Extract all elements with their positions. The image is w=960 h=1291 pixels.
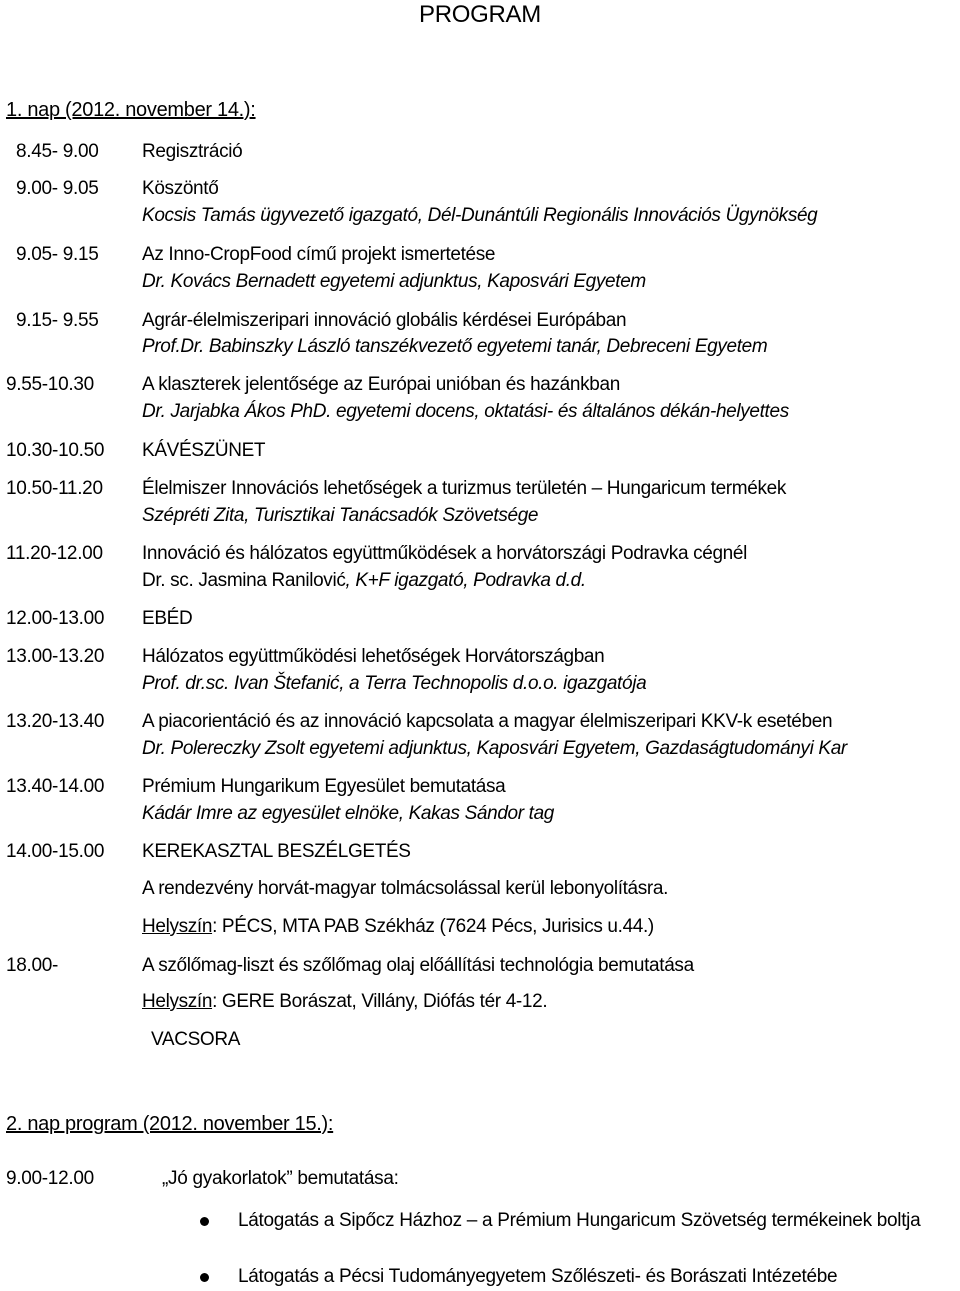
interpretation-note: A rendezvény horvát-magyar tolmácsolással kerül lebonyolításra. [142,878,669,899]
schedule-time: 13.40-14.00 [6,776,105,797]
list-item [238,1263,938,1290]
schedule-title: Köszöntő [142,178,219,199]
schedule-title: EBÉD [142,608,193,629]
speaker-name: Prof.Dr. Babinszky László [142,336,351,357]
schedule-time: 11.20-12.00 [6,543,103,564]
speaker-name: Kádár Imre [142,803,233,824]
day1-heading: 1. nap (2012. november 14.): [6,99,256,121]
speaker-name: Prof. dr.sc. Ivan Štefanić [142,673,340,694]
speaker-name: Kakas Sándor [408,803,524,824]
schedule-time: 18.00- [6,955,59,976]
speaker-role: tanszékvezető egyetemi tanár, Debreceni Egyetem [350,336,768,357]
day2-heading: 2. nap program (2012. november 15.): [6,1113,334,1135]
schedule-time: 10.50-11.20 [6,478,103,499]
schedule-time: 10.30-10.50 [6,440,105,461]
speaker-name: Dr. Polereczky Zsolt [142,738,305,759]
schedule-time: 13.20-13.40 [6,711,105,732]
schedule-speaker [142,802,554,826]
speaker-role: egyetemi adjunktus, Kaposvári Egyetem, Gazdaságtudományi Kar [304,738,847,759]
speaker-role: ügyvezető igazgató, Dél-Dunántúli Regionális Innovációs Ügynökség [255,205,818,226]
list-item [238,1207,938,1234]
schedule-speaker [142,400,789,424]
speaker-role: , K+F igazgató, Podravka d.d. [345,570,586,591]
schedule-title: „Jó gyakorlatok” bemutatása: [162,1168,399,1189]
speaker-role: az egyesület elnöke, [232,803,409,824]
schedule-title: A szőlőmag-liszt és szőlőmag olaj előállítási technológia bemutatása [142,955,694,976]
schedule-title: Az Inno-CropFood című projekt ismertetése [142,244,496,265]
schedule-title: Élelmiszer Innovációs lehetőségek a turizmus területén – Hungaricum termékek [142,478,786,499]
schedule-title: A klaszterek jelentősége az Európai unióban és hazánkban [142,374,620,395]
list-item-bold: Látogatás a Pécsi Tudományegyetem Szőlészeti- és Borászati Intézetébe [238,1266,838,1287]
speaker-name: Szépréti Zita [142,505,245,526]
schedule-title: Innováció és hálózatos együttműködések a horvátországi Podravka cégnél [142,543,747,564]
speaker-name: Dr. Jarjabka Ákos PhD [142,401,327,422]
schedule-speaker [142,504,538,528]
venue-label: Helyszín [142,916,213,937]
schedule-time: 12.00-13.00 [6,608,105,629]
venue-label: Helyszín [142,991,213,1012]
schedule-speaker [142,204,817,228]
schedule-time: 9.00- 9.05 [16,178,99,199]
schedule-speaker [142,672,646,696]
schedule-speaker [142,569,586,593]
page-title: PROGRAM [419,1,541,28]
venue-text: : PÉCS, MTA PAB Székház (7624 Pécs, Jurisics u.44.) [212,916,654,937]
schedule-speaker [142,737,847,761]
speaker-name: Dr. sc. Jasmina Ranilović [142,570,346,591]
schedule-title: KÁVÉSZÜNET [142,440,266,461]
speaker-role: egyetemi adjunktus, Kaposvári Egyetem [314,271,646,292]
schedule-time: 8.45- 9.00 [16,141,99,162]
schedule-time: 14.00-15.00 [6,841,105,862]
schedule-time: 9.00-12.00 [6,1168,94,1189]
schedule-title: Hálózatos együttműködési lehetőségek Horvátországban [142,646,605,667]
schedule-time: 9.05- 9.15 [16,244,99,265]
schedule-time: 9.15- 9.55 [16,310,99,331]
schedule-title: A piacorientáció és az innováció kapcsolata a magyar élelmiszeripari KKV-k esetében [142,711,833,732]
speaker-name: Dr. Kovács Bernadett [142,271,315,292]
list-item-bold: Látogatás a Sipőcz Házhoz [238,1210,462,1231]
dinner-label: VACSORA [151,1029,241,1050]
venue-line [142,915,654,939]
list-item-rest: – a Prémium Hungaricum Szövetség termékeinek boltja [461,1210,921,1231]
venue-text: : GERE Borászat, Villány, Diófás tér 4-12. [212,991,548,1012]
speaker-role: , Turisztikai Tanácsadók Szövetsége [244,505,539,526]
speaker-name: Kocsis Tamás [142,205,256,226]
schedule-title: Prémium Hungarikum Egyesület bemutatása [142,776,506,797]
schedule-speaker [142,270,646,294]
speaker-role: tag [523,803,555,824]
speaker-role: , a Terra Technopolis d.o.o. igazgatója [339,673,647,694]
schedule-title: Regisztráció [142,141,243,162]
venue-line [142,990,547,1014]
bullet-icon [200,1217,209,1226]
schedule-title: KEREKASZTAL BESZÉLGETÉS [142,841,411,862]
schedule-title: Agrár-élelmiszeripari innováció globális kérdései Európában [142,310,627,331]
bullet-icon [200,1273,209,1282]
speaker-role: . egyetemi docens, oktatási- és általános dékán-helyettes [326,401,789,422]
schedule-speaker [142,335,767,359]
schedule-time: 13.00-13.20 [6,646,105,667]
schedule-time: 9.55-10.30 [6,374,94,395]
